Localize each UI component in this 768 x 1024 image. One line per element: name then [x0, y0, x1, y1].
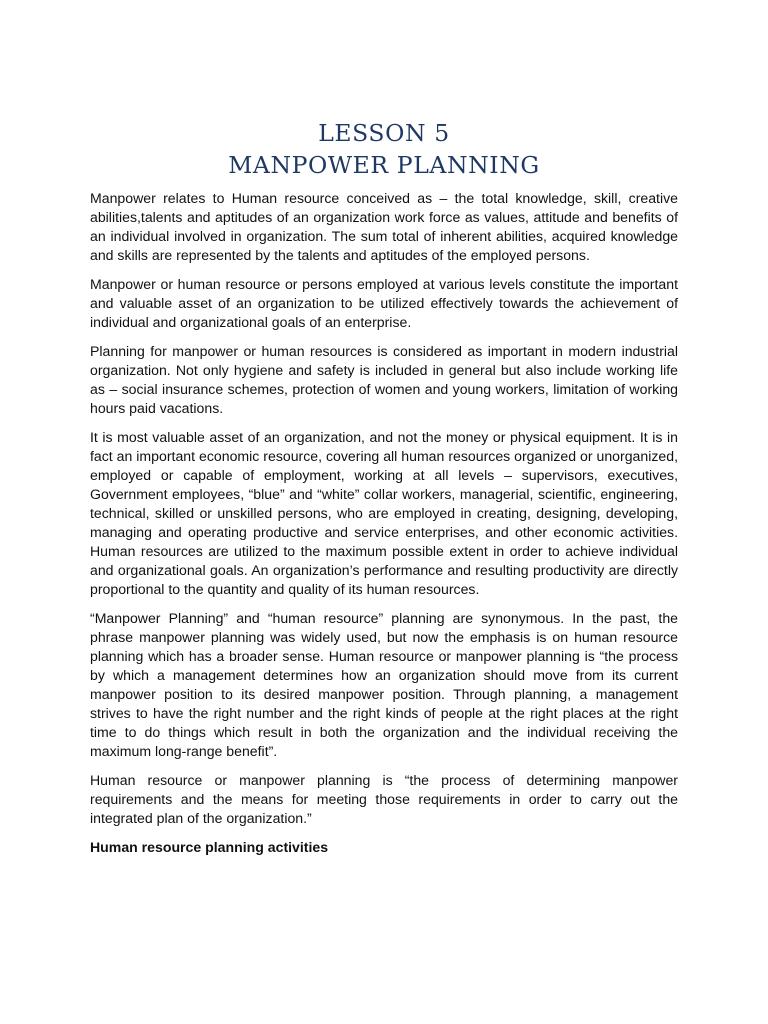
- paragraph-valuable-asset: Manpower or human resource or persons employed at various levels constitute the important and valuable asset of an organization to be utilized effectively towards the achievement of individual and organizational goals of an enterprise.: [90, 276, 678, 330]
- page-title: [0, 117, 768, 181]
- lesson-number: LESSON 5: [318, 119, 450, 147]
- paragraph-planning-importance: Planning for manpower or human resources is considered as important in modern industrial organization. Not only hygiene and safety is included in general but also include working life as – social insurance schemes, protection of women and young workers, limitation of working hours paid vacations.: [90, 343, 678, 416]
- section-heading: Human resource planning activities: [90, 839, 329, 855]
- lesson-title: MANPOWER PLANNING: [228, 151, 540, 179]
- paragraph-manpower-definition: Manpower relates to Human resource conceived as – the total knowledge, skill, creative abilities,talents and aptitudes of an organization work force as values, attitude and benefits of an individual involved in organization. The sum total of inherent abilities, acquired knowledge and skills are represented by the talents and aptitudes of the employed persons.: [90, 190, 678, 263]
- paragraph-hr-planning-definition: Human resource or manpower planning is “the process of determining manpower requirements and the means for meeting those requirements in order to carry out the integrated plan of the organization.”: [90, 772, 678, 826]
- paragraph-synonymous-terms: “Manpower Planning” and “human resource” planning are synonymous. In the past, the phrase manpower planning was widely used, but now the emphasis is on human resource planning which has a broader sense. Human resource or manpower planning is “the process by which a management determines how an organization should move from its current manpower position to its desired manpower position. Through planning, a management strives to have the right number and the right kinds of people at the right places at the right time to do things which result in both the organization and the individual receiving the maximum long-range benefit”.: [90, 610, 678, 759]
- paragraph-economic-resource: It is most valuable asset of an organization, and not the money or physical equipment. It is in fact an important economic resource, covering all human resources organized or unorganized, employed or capable of employment, working at all levels – supervisors, executives, Government employees, “blue” and “white” collar workers, managerial, scientific, engineering, technical, skilled or unskilled persons, who are employed in creating, designing, developing, managing and operating productive and service enterprises, and other economic activities. Human resources are utilized to the maximum possible extent in order to achieve individual and organizational goals. An organization’s performance and resulting productivity are directly proportional to the quantity and quality of its human resources.: [90, 429, 678, 597]
- body-text: [90, 189, 678, 857]
